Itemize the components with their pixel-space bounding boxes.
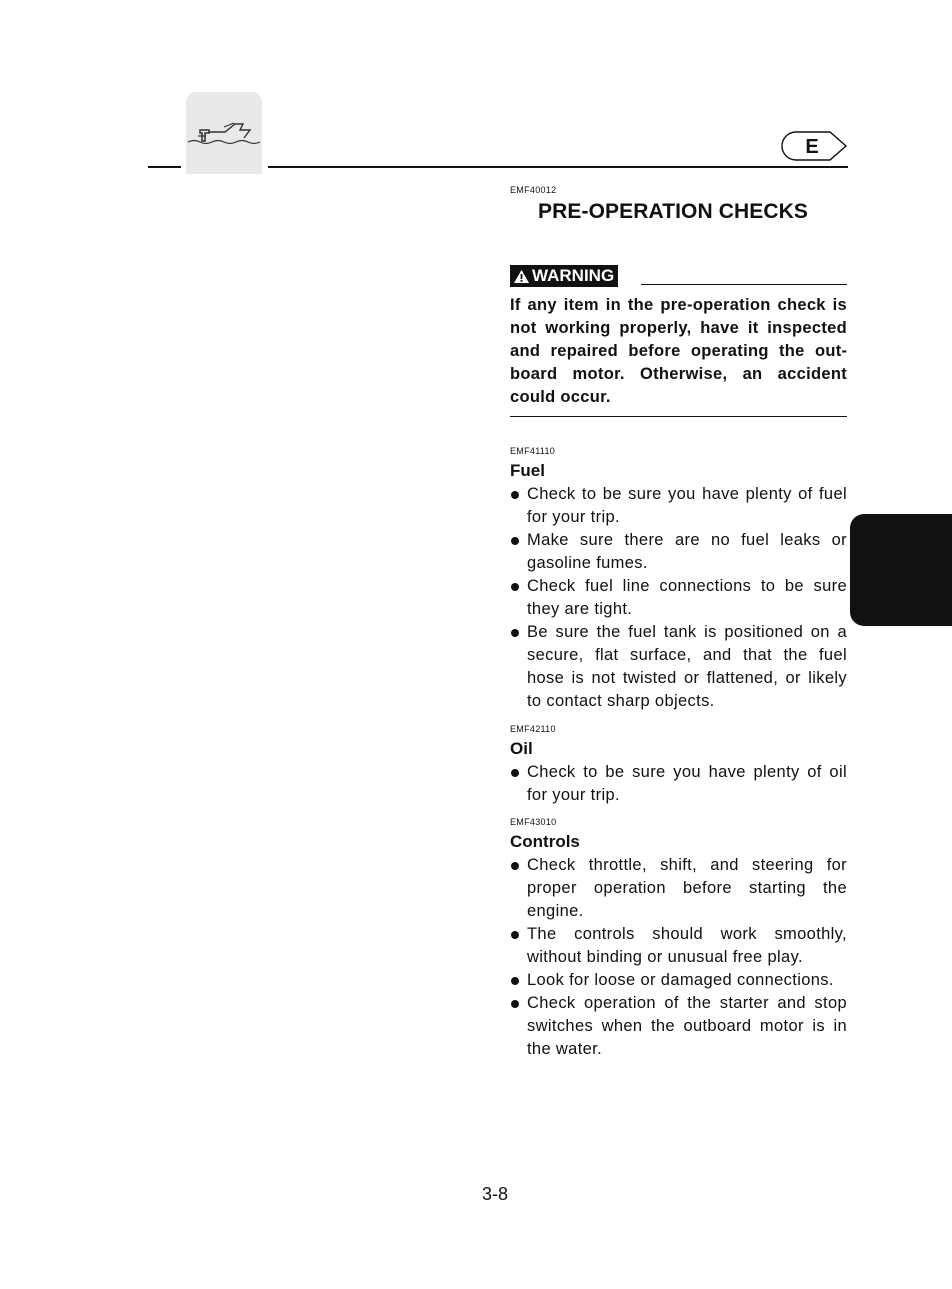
warning-rule [641,284,847,285]
fuel-code: EMF41110 [510,446,556,456]
warning-text: If any item in the pre-operation check is not working properly, have it inspected and repaired before operating the outboard motor. Otherwise, an accident could occur. [510,296,847,406]
list-item: Make sure there are no fuel leaks or gasoline fumes. [510,529,847,575]
fuel-heading: Fuel [510,461,545,480]
warning-bottom-rule [510,416,847,417]
fuel-list [510,483,847,713]
oil-code: EMF42110 [510,724,556,734]
warning-label [510,265,618,287]
controls-code: EMF43010 [510,817,557,827]
list-item: Check fuel line connections to be sure they are tight. [510,575,847,621]
oil-list [510,761,847,807]
list-item: Check to be sure you have plenty of fuel for your trip. [510,483,847,529]
section-code: EMF40012 [510,185,557,195]
page-title: PRE-OPERATION CHECKS [538,200,808,223]
controls-list [510,854,847,1061]
oil-heading: Oil [510,739,533,758]
outboard-motor-on-boat-icon [186,106,262,166]
header-rule-right [268,166,848,168]
chapter-side-tab [850,514,952,626]
header-icon-box [186,92,262,174]
list-item: Be sure the fuel tank is positioned on a secure, flat surface, and that the fuel hose is not twisted or flattened, or likely to contact sharp objects. [510,621,847,713]
warning-triangle-icon [513,269,530,284]
list-item: Check throttle, shift, and steering for proper operation before starting the engine. [510,854,847,923]
list-item: The controls should work smoothly, without binding or unusual free play. [510,923,847,969]
list-item: Look for loose or damaged connections. [510,969,847,992]
warning-label-text: WARNING [532,266,615,285]
controls-heading: Controls [510,832,580,851]
list-item: Check operation of the starter and stop switches when the outboard motor is in the water. [510,992,847,1061]
language-badge-label: E [805,136,819,158]
language-badge-shape [778,130,850,162]
language-badge [778,130,850,162]
header-rule-left [148,166,181,168]
page-number: 3-8 [482,1184,509,1204]
list-item: Check to be sure you have plenty of oil for your trip. [510,761,847,807]
